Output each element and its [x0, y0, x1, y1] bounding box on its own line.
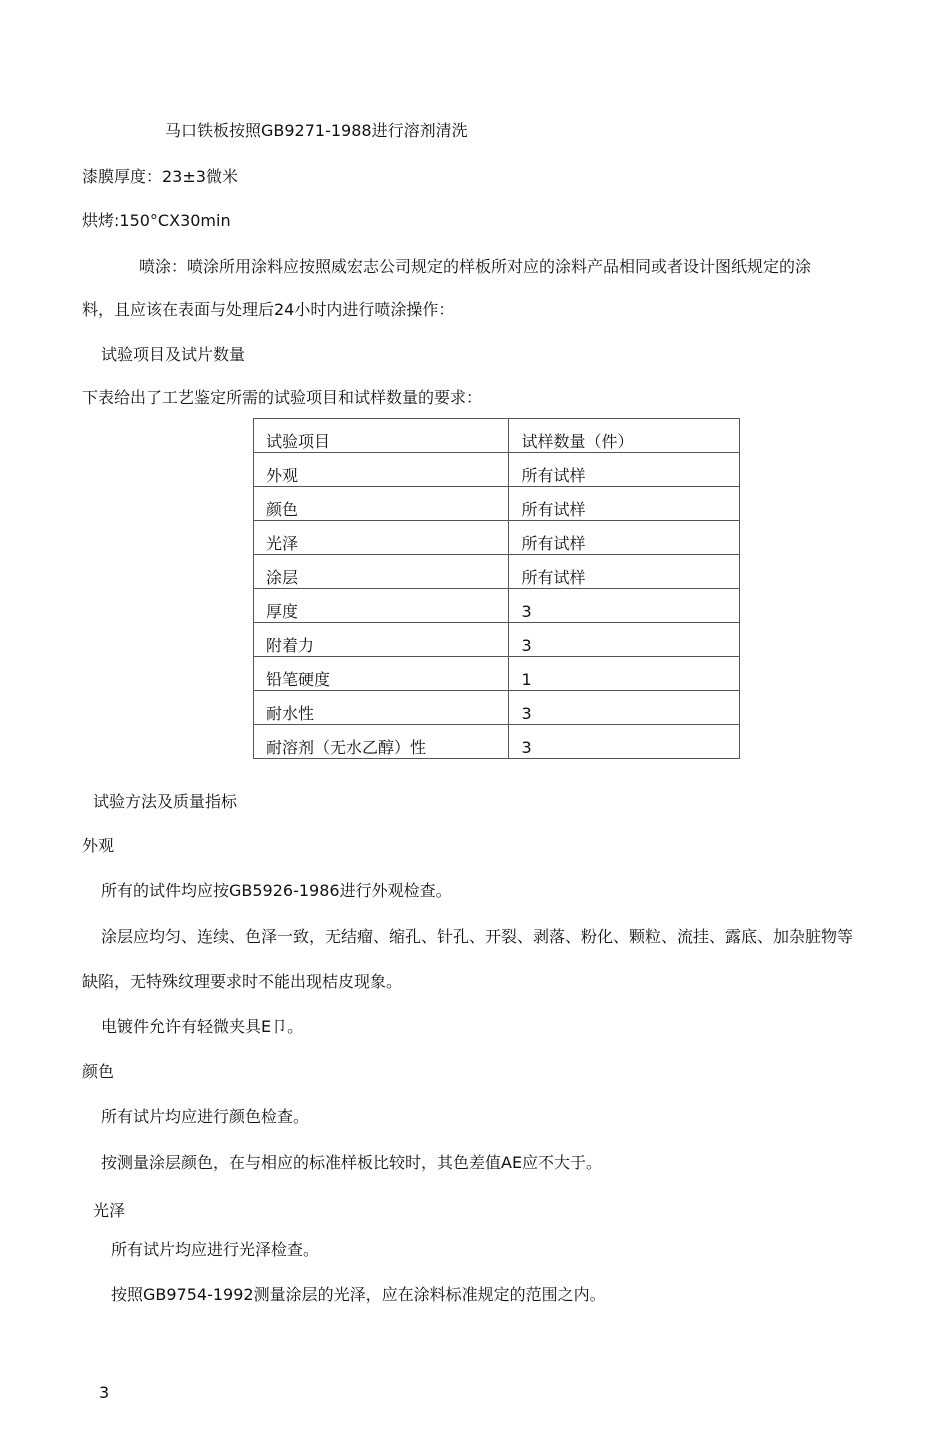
table-row	[254, 725, 740, 759]
table-row	[254, 555, 740, 589]
text-appearance-3: 缺陷，无特殊纹理要求时不能出现桔皮现象。	[82, 972, 403, 991]
table-cell: 所有试样	[509, 453, 740, 487]
text-gloss-1: 所有试片均应进行光泽检查。	[111, 1240, 320, 1259]
text-spray-line-2: 料，且应该在表面与处理后24小时内进行喷涂操作：	[82, 300, 455, 319]
table-cell: 附着力	[254, 623, 509, 657]
text-appearance-2: 涂层应均匀、连续、色泽一致，无结瘤、缩孔、针孔、开裂、剥落、粉化、颗粒、流挂、露底、加杂脏物等	[101, 927, 854, 946]
table-header-cell: 试验项目	[254, 419, 509, 453]
text-bake: 烘烤:150°CX30min	[82, 211, 231, 230]
table-row	[254, 623, 740, 657]
text-clean: 马口铁板按照GB9271-1988进行溶剂清洗	[165, 121, 468, 140]
table-header-row	[254, 419, 740, 453]
table-cell: 外观	[254, 453, 509, 487]
table-cell: 1	[509, 657, 740, 691]
table-cell: 3	[509, 589, 740, 623]
section-heading-methods: 试验方法及质量指标	[93, 792, 238, 811]
text-appearance-4: 电镀件允许有轻微夹具E卩。	[101, 1017, 304, 1036]
text-table-intro: 下表给出了工艺鉴定所需的试验项目和试样数量的要求：	[82, 388, 483, 407]
table-cell: 3	[509, 691, 740, 725]
table-cell: 所有试样	[509, 555, 740, 589]
table-header-cell: 试样数量（件）	[509, 419, 740, 453]
subheading-appearance: 外观	[82, 836, 115, 855]
table-cell: 耐溶剂（无水乙醇）性	[254, 725, 509, 759]
page-number: 3	[99, 1383, 110, 1402]
table-row	[254, 487, 740, 521]
table-cell: 3	[509, 725, 740, 759]
table-cell: 光泽	[254, 521, 509, 555]
table-cell: 颜色	[254, 487, 509, 521]
table-row	[254, 521, 740, 555]
text-appearance-1: 所有的试件均应按GB5926-1986进行外观检查。	[101, 881, 452, 900]
text-thickness: 漆膜厚度：23±3微米	[82, 167, 238, 186]
table-cell: 厚度	[254, 589, 509, 623]
table-row	[254, 691, 740, 725]
subheading-gloss: 光泽	[93, 1201, 126, 1220]
text-color-1: 所有试片均应进行颜色检查。	[101, 1107, 310, 1126]
test-items-table	[253, 418, 740, 759]
table-row	[254, 453, 740, 487]
subheading-color: 颜色	[82, 1062, 115, 1081]
text-color-2: 按测量涂层颜色，在与相应的标准样板比较时，其色差值AE应不大于。	[101, 1153, 603, 1172]
table-cell: 耐水性	[254, 691, 509, 725]
table-cell: 3	[509, 623, 740, 657]
table-cell: 铅笔硬度	[254, 657, 509, 691]
section-heading-items: 试验项目及试片数量	[101, 345, 246, 364]
text-spray-line-1: 喷涂：喷涂所用涂料应按照威宏志公司规定的样板所对应的涂料产品相同或者设计图纸规定的涂	[139, 257, 812, 276]
text-gloss-2: 按照GB9754-1992测量涂层的光泽，应在涂料标准规定的范围之内。	[111, 1285, 606, 1304]
table-cell: 涂层	[254, 555, 509, 589]
table-row	[254, 657, 740, 691]
table-cell: 所有试样	[509, 487, 740, 521]
table-cell: 所有试样	[509, 521, 740, 555]
table-row	[254, 589, 740, 623]
